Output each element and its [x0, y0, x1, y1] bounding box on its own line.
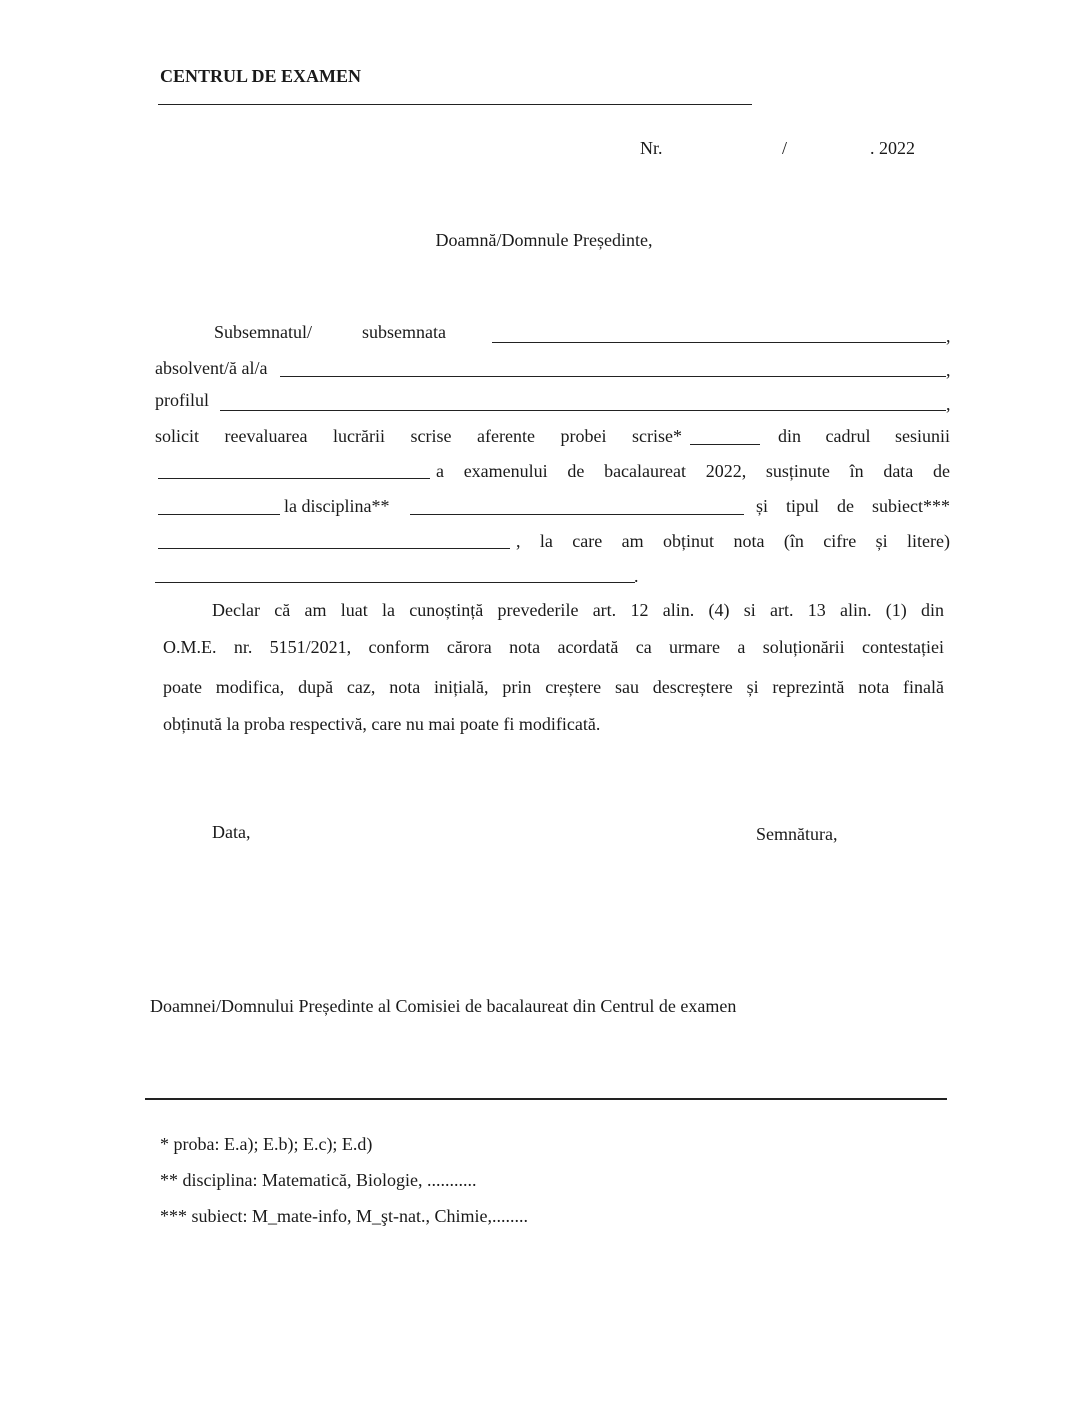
footnote-separator: [145, 1098, 947, 1100]
absolvent-label: absolvent/ă al/a: [155, 358, 268, 378]
name-field[interactable]: [492, 342, 946, 343]
salutation: Doamnă/Domnule Președinte,: [435, 230, 653, 250]
exam-part-field[interactable]: [690, 444, 760, 445]
signature-label: Semnătura,: [756, 824, 838, 844]
bac-text: a examenului de bacalaureat 2022, susținute în data de: [436, 461, 950, 481]
subject-type-label: și tipul de subiect***: [756, 496, 950, 516]
subject-type-field[interactable]: [158, 548, 510, 549]
comma: ,: [946, 326, 951, 346]
footnote-disciplina: ** disciplina: Matematică, Biologie, ...........: [160, 1170, 477, 1190]
nr-label: Nr.: [640, 138, 663, 158]
form-subsemnata-label: subsemnata: [362, 322, 446, 342]
addressee: Doamnei/Domnului Președinte al Comisiei de bacalaureat din Centrul de examen: [150, 996, 737, 1016]
declaration-line-3: poate modifica, după caz, nota inițială, prin creștere sau descreștere și reprezintă nota finală: [163, 677, 944, 697]
session-text: din cadrul sesiunii: [778, 426, 950, 446]
discipline-field[interactable]: [410, 514, 744, 515]
footnote-proba: * proba: E.a); E.b); E.c); E.d): [160, 1134, 373, 1154]
comma: ,: [946, 360, 951, 380]
declaration-line-2: O.M.E. nr. 5151/2021, conform cărora nota acordată ca urmare a soluționării contestației: [163, 637, 944, 657]
footnote-subiect: *** subiect: M_mate-info, M_şt-nat., Chimie,........: [160, 1206, 528, 1226]
session-field[interactable]: [158, 478, 430, 479]
grade-field[interactable]: [155, 582, 635, 583]
date-field[interactable]: [158, 514, 280, 515]
school-field[interactable]: [280, 376, 946, 377]
date-label: Data,: [212, 822, 251, 842]
exam-center-title: CENTRUL DE EXAMEN: [160, 66, 362, 86]
grade-text: , la care am obținut nota (în cifre și litere): [516, 531, 950, 551]
period: .: [634, 566, 639, 586]
nr-separator: /: [782, 138, 788, 158]
form-subsemnatul-label: Subsemnatul/: [214, 322, 312, 342]
discipline-label: la disciplina**: [284, 496, 390, 516]
comma: ,: [946, 394, 951, 414]
exam-center-field[interactable]: [158, 104, 752, 105]
request-text: solicit reevaluarea lucrării scrise aferente probei scrise*: [155, 426, 682, 446]
declaration-line-4: obținută la proba respectivă, care nu mai poate fi modificată.: [163, 714, 601, 734]
declaration-line-1: Declar că am luat la cunoștință prevederile art. 12 alin. (4) si art. 13 alin. (1) din: [212, 600, 944, 620]
profile-label: profilul: [155, 390, 209, 410]
profile-field[interactable]: [220, 410, 946, 411]
nr-year: . 2022: [870, 138, 915, 158]
